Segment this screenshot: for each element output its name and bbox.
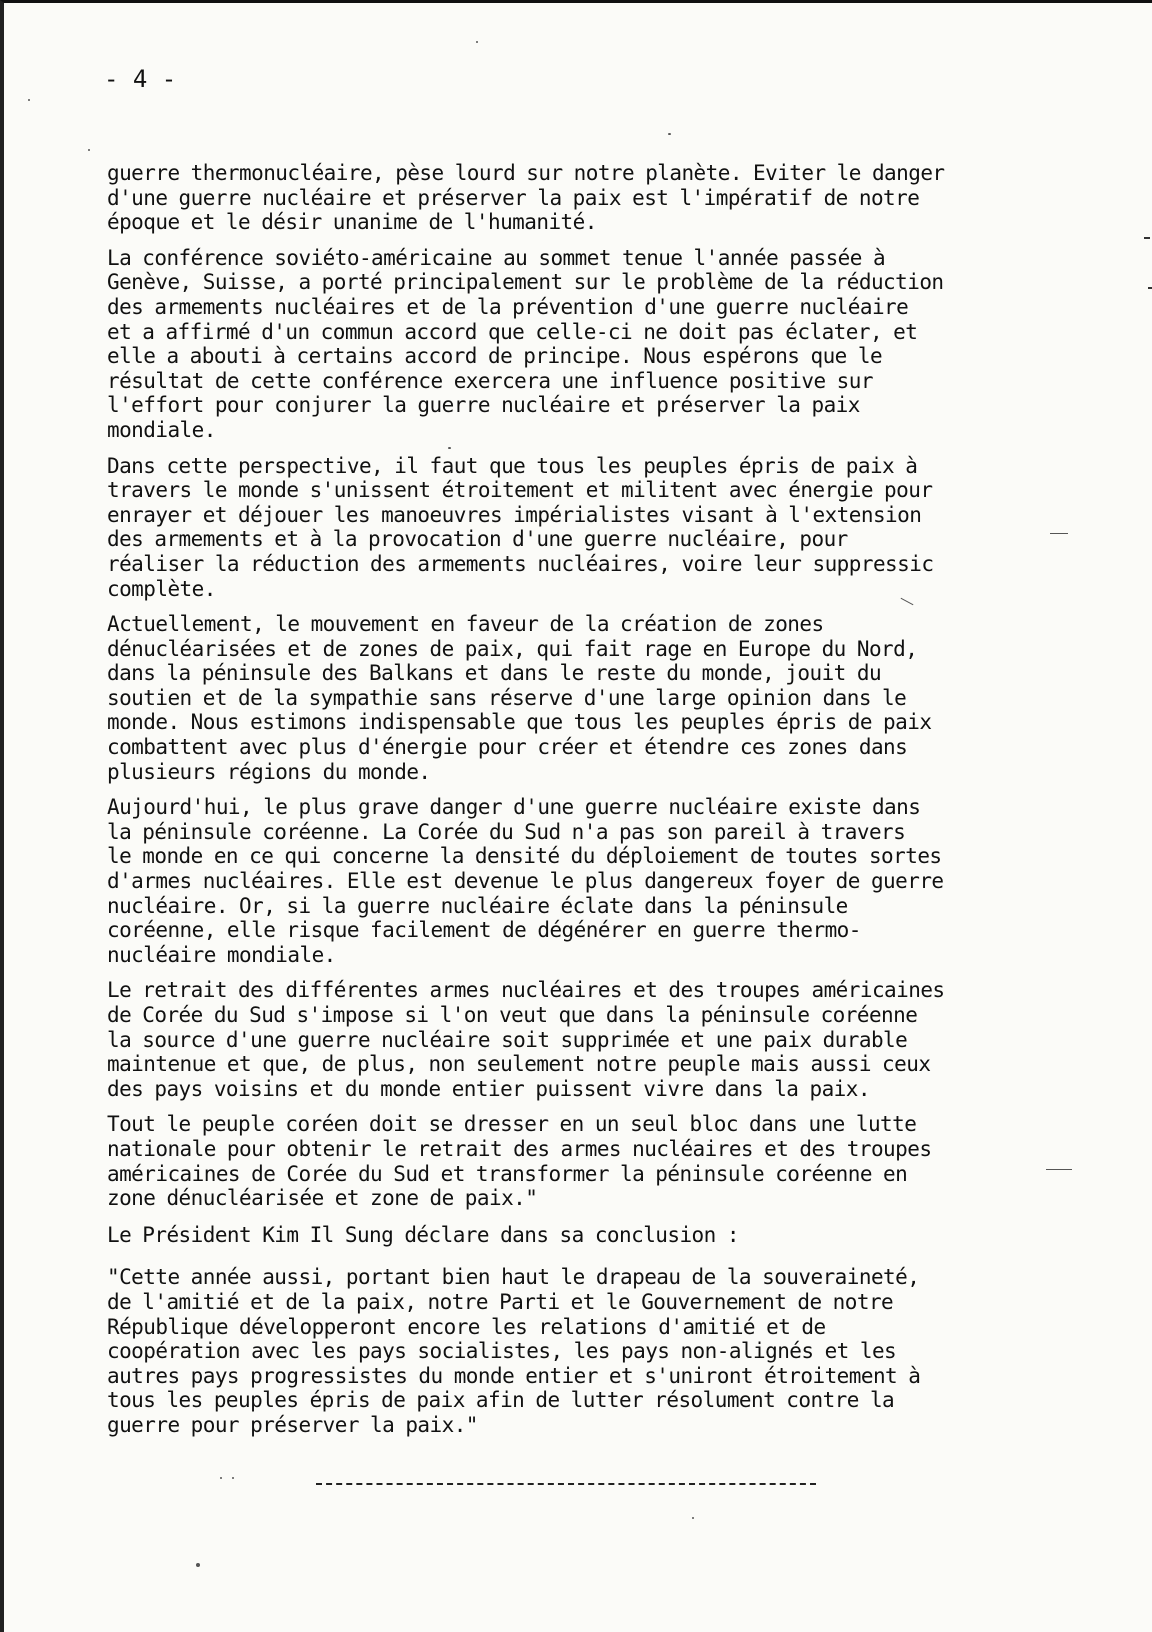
document-body <box>107 161 1107 1449</box>
text-line: mondiale. <box>107 417 216 442</box>
scan-speck <box>448 447 451 449</box>
text-line: des pays voisins et du monde entier puissent vivre dans la paix. <box>107 1076 870 1101</box>
paragraph-conclusion-intro <box>107 1223 1107 1248</box>
text-line: nucléaire. Or, si la guerre nucléaire éclate dans la péninsule <box>107 893 848 918</box>
scan-speck <box>196 1563 200 1567</box>
scan-speck <box>88 149 90 151</box>
scan-speck <box>1046 1169 1072 1170</box>
text-line: enrayer et déjouer les manoeuvres impérialistes visant à l'extension <box>107 502 922 527</box>
text-line: complète. <box>107 576 216 601</box>
text-line: République développeront encore les relations d'amitié et de <box>107 1314 826 1339</box>
scan-speck <box>476 41 478 43</box>
text-line: nationale pour obtenir le retrait des armes nucléaires et des troupes <box>107 1136 932 1161</box>
text-line: Dans cette perspective, il faut que tous les peuples épris de paix à <box>107 453 918 478</box>
text-line: dans la péninsule des Balkans et dans le reste du monde, jouit du <box>107 661 882 686</box>
page-number: - 4 - <box>104 65 177 93</box>
scan-speck <box>668 133 671 135</box>
text-line: Genève, Suisse, a porté principalement sur le problème de la réduction <box>107 270 944 295</box>
scan-edge-mark <box>1148 287 1152 289</box>
text-line: nucléaire mondiale. <box>107 942 336 967</box>
text-line: guerre thermonucléaire, pèse lourd sur notre planète. Eviter le danger <box>107 161 945 185</box>
text-line: américaines de Corée du Sud et transformer la péninsule coréenne en <box>107 1161 908 1186</box>
text-line: Tout le peuple coréen doit se dresser en un seul bloc dans une lutte <box>107 1112 917 1137</box>
text-line: Aujourd'hui, le plus grave danger d'une guerre nucléaire existe dans <box>107 795 921 820</box>
paragraph-withdrawal <box>107 978 1107 1101</box>
text-line: monde. Nous estimons indispensable que tous les peuples épris de paix <box>107 710 932 735</box>
paragraph-nuclear-free-zones <box>107 612 1107 784</box>
paragraph-closing-quote <box>107 1265 1107 1437</box>
text-line: elle a abouti à certains accord de principe. Nous espérons que le <box>107 344 883 369</box>
text-line: dénucléarisées et de zones de paix, qui fait rage en Europe du Nord, <box>107 636 918 661</box>
paragraph-intro <box>107 161 1107 235</box>
text-line: combattent avec plus d'énergie pour créer et étendre ces zones dans <box>107 735 908 760</box>
text-line: résultat de cette conférence exercera une influence positive sur <box>107 368 873 393</box>
text-line: maintenue et que, de plus, non seulement notre peuple mais aussi ceux <box>107 1052 931 1077</box>
text-line: réaliser la réduction des armements nucléaires, voire leur suppressic <box>107 551 934 576</box>
scan-edge-mark <box>1144 237 1150 239</box>
text-line: la péninsule coréenne. La Corée du Sud n'a pas son pareil à travers <box>107 819 906 844</box>
text-line: Actuellement, le mouvement en faveur de la création de zones <box>107 612 824 637</box>
text-line: d'armes nucléaires. Elle est devenue le plus dangereux foyer de guerre <box>107 869 944 894</box>
text-line: tous les peuples épris de paix afin de lutter résolument contre la <box>107 1388 895 1413</box>
scan-speck <box>220 1477 222 1479</box>
end-divider <box>316 1483 816 1485</box>
text-line: plusieurs régions du monde. <box>107 759 431 784</box>
text-line: de Corée du Sud s'impose si l'on veut que dans la péninsule coréenne <box>107 1003 918 1027</box>
text-line: d'une guerre nucléaire et préserver la paix est l'impératif de notre <box>107 185 920 210</box>
scan-speck <box>232 1477 234 1479</box>
text-line: époque et le désir unanime de l'humanité. <box>107 210 597 235</box>
text-line: coopération avec les pays socialistes, les pays non-alignés et les <box>107 1339 897 1364</box>
text-line: La conférence soviéto-américaine au sommet tenue l'année passée à <box>107 245 886 270</box>
paragraph-korean-peninsula <box>107 795 1107 967</box>
text-line: autres pays progressistes du monde entier et s'uniront étroitement à <box>107 1363 921 1388</box>
text-line: Le retrait des différentes armes nucléaires et des troupes américaines <box>107 978 945 1003</box>
scan-speck <box>28 99 30 101</box>
text-line: des armements nucléaires et de la prévention d'une guerre nucléaire <box>107 294 909 319</box>
text-line: des armements et à la provocation d'une guerre nucléaire, pour <box>107 527 848 552</box>
paragraph-geneva-summit <box>107 246 1107 443</box>
text-line: travers le monde s'unissent étroitement et militent avec énergie pour <box>107 478 933 503</box>
text-line: Le Président Kim Il Sung déclare dans sa conclusion : <box>107 1222 739 1247</box>
text-line: "Cette année aussi, portant bien haut le drapeau de la souveraineté, <box>107 1265 920 1290</box>
text-line: l'effort pour conjurer la guerre nucléaire et préserver la paix <box>107 393 860 418</box>
paragraph-perspective <box>107 454 1107 602</box>
text-line: coréenne, elle risque facilement de dégénérer en guerre thermo- <box>107 918 861 943</box>
text-line: zone dénucléarisée et zone de paix." <box>107 1186 538 1211</box>
text-line: guerre pour préserver la paix." <box>107 1412 478 1437</box>
text-line: le monde en ce qui concerne la densité du déploiement de toutes sortes <box>107 844 942 869</box>
text-line: et a affirmé d'un commun accord que celle-ci ne doit pas éclater, et <box>107 319 918 344</box>
paragraph-national-struggle <box>107 1112 1107 1210</box>
text-line: de l'amitié et de la paix, notre Parti et le Gouvernement de notre <box>107 1289 894 1314</box>
scan-speck <box>1050 533 1068 534</box>
scan-speck <box>692 1517 694 1519</box>
text-line: la source d'une guerre nucléaire soit supprimée et une paix durable <box>107 1027 908 1052</box>
text-line: soutien et de la sympathie sans réserve d'une large opinion dans le <box>107 685 907 710</box>
